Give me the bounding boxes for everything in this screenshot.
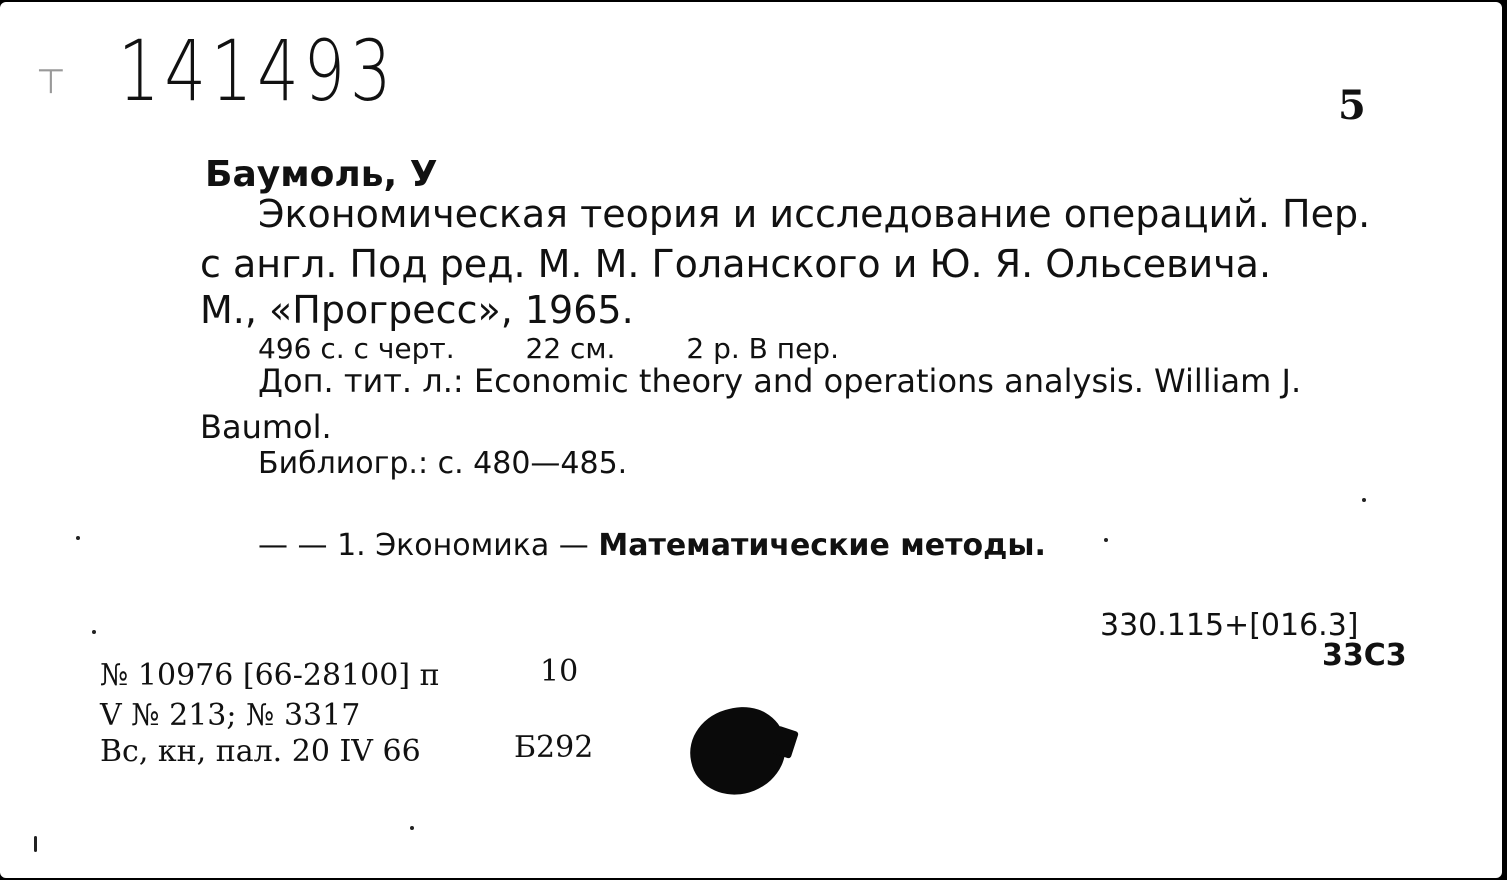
record-line-1: № 10976 [66-28100] п — [100, 658, 440, 693]
record-code-3: Б292 — [514, 730, 594, 765]
dust-speck — [92, 630, 96, 634]
author-mark: 33С3 — [1322, 638, 1407, 673]
subject-line — [258, 528, 1046, 563]
record-line-2: V № 213; № 3317 — [100, 698, 361, 733]
punch-hole-blot — [682, 699, 794, 803]
dust-speck — [1104, 538, 1108, 542]
library-stamp-mark: ⊤ — [36, 62, 66, 102]
classification-number: 330.115+[016.3] — [1100, 608, 1359, 643]
collation-line — [258, 332, 901, 365]
dust-speck — [34, 836, 37, 852]
dust-speck — [76, 536, 80, 540]
title-line-2: с англ. Под ред. М. М. Голанского и Ю. Я. Ольсевича. — [200, 242, 1272, 286]
title-line-1: Экономическая теория и исследование операций. Пер. — [258, 192, 1371, 236]
handwritten-number: 141493 — [118, 22, 397, 120]
added-title-line-2: Baumol. — [200, 408, 332, 446]
collation-price: 2 р. В пер. — [686, 332, 839, 365]
author-heading: Баумоль, У — [205, 154, 438, 195]
title-line-3: М., «Прогресс», 1965. — [200, 288, 634, 332]
bibliography-note: Библиогр.: с. 480—485. — [258, 446, 628, 481]
added-title-line-1: Доп. тит. л.: Economic theory and operations analysis. William J. — [258, 362, 1302, 400]
catalog-card — [0, 2, 1502, 878]
collation-size: 22 см. — [525, 332, 616, 365]
card-number: 5 — [1338, 82, 1366, 129]
collation-pages: 496 с. с черт. — [258, 332, 455, 365]
dust-speck — [1362, 498, 1366, 502]
subject-heading: Математические методы. — [598, 528, 1046, 563]
record-line-3: Вс, кн, пал. 20 IV 66 — [100, 734, 421, 769]
subject-prefix: — — 1. Экономика — — [258, 528, 589, 563]
dust-speck — [410, 826, 414, 830]
record-code-1: 10 — [540, 654, 579, 689]
